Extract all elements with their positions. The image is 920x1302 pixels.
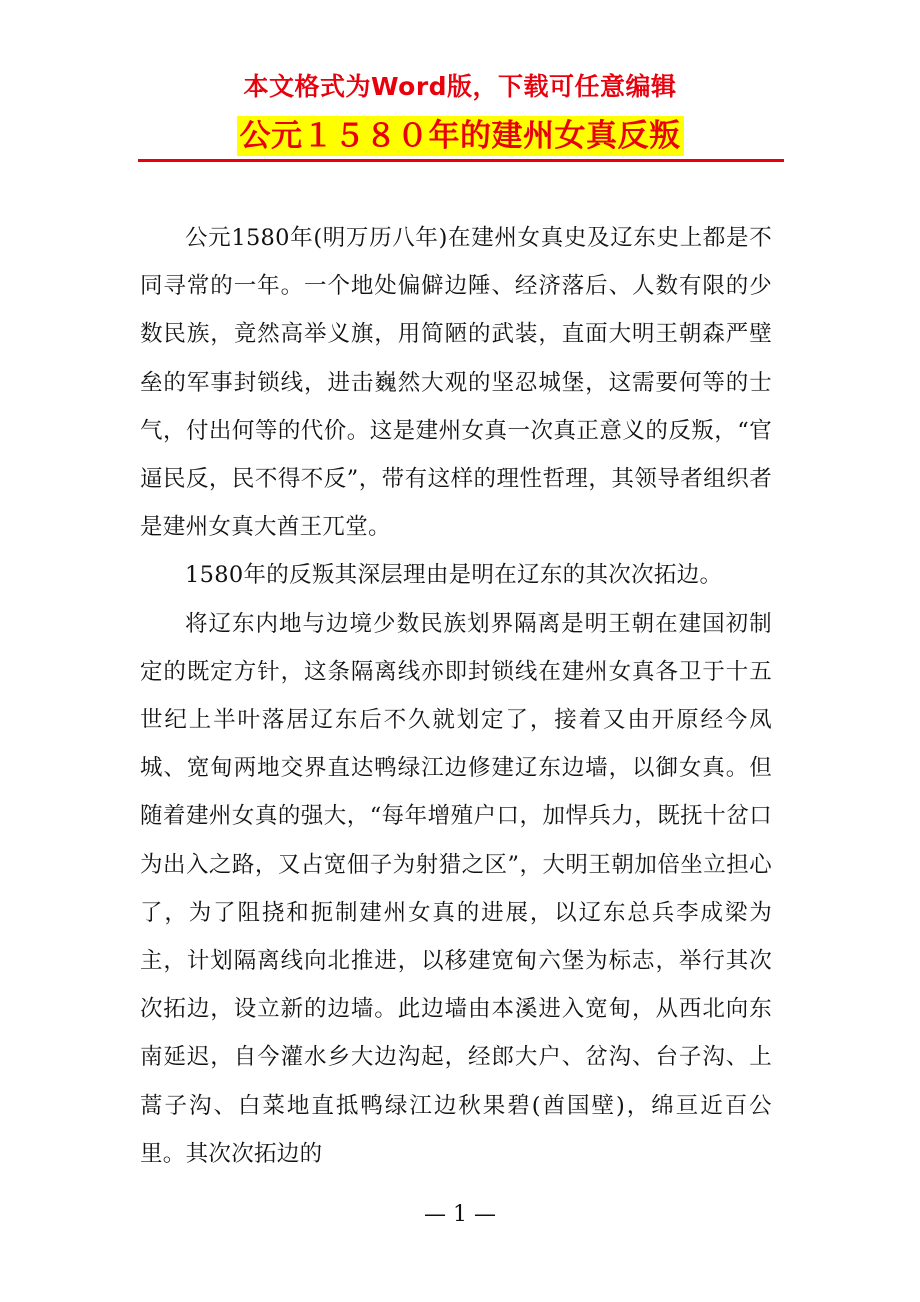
document-title: 公元１５８０年的建州女真反叛	[237, 116, 684, 156]
paragraph: 将辽东内地与边境少数民族划界隔离是明王朝在建国初制定的既定方针，这条隔离线亦即封锁线在建州女真各卫于十五世纪上半叶落居辽东后不久就划定了，接着又由开原经今凤城、宽甸两地交界直达鸭绿江边修建辽东边墙，以御女真。但随着建州女真的强大，“每年增殖户口，加悍兵力，既抚十岔口为出入之路，又占宽佃子为射猎之区”，大明王朝加倍坐立担心了，为了阻挠和扼制建州女真的进展，以辽东总兵李成梁为主，计划隔离线向北推进，以移建宽甸六堡为标志，举行其次次拓边，设立新的边墙。此边墙由本溪进入宽甸，从西北向东南延迟，自今灌水乡大边沟起，经郎大户、岔沟、台子沟、上蒿子沟、白菜地直抵鸭绿江边秋果碧(酋国壁)，绵亘近百公里。其次次拓边的	[140, 610, 772, 1167]
title-container	[0, 116, 920, 156]
title-divider	[138, 159, 784, 162]
paragraph: 公元1580年(明万历八年)在建州女真史及辽东史上都是不同寻常的一年。一个地处偏僻边陲、经济落后、人数有限的少数民族，竟然高举义旗，用简陋的武装，直面大明王朝森严壁垒的军事封锁线，进击巍然大观的坚忍城堡，这需要何等的士气，付出何等的代价。这是建州女真一次真正意义的反叛，“官逼民反，民不得不反”，带有这样的理性哲理，其领导者组织者是建州女真大酋王兀堂。	[140, 225, 772, 541]
page-number: — 1 —	[424, 1202, 496, 1227]
format-notice-banner: 本文格式为Word版，下载可任意编辑	[243, 72, 677, 101]
document-body	[140, 214, 772, 1178]
paragraph: 1580年的反叛其深层理由是明在辽东的其次次拓边。	[185, 562, 723, 589]
